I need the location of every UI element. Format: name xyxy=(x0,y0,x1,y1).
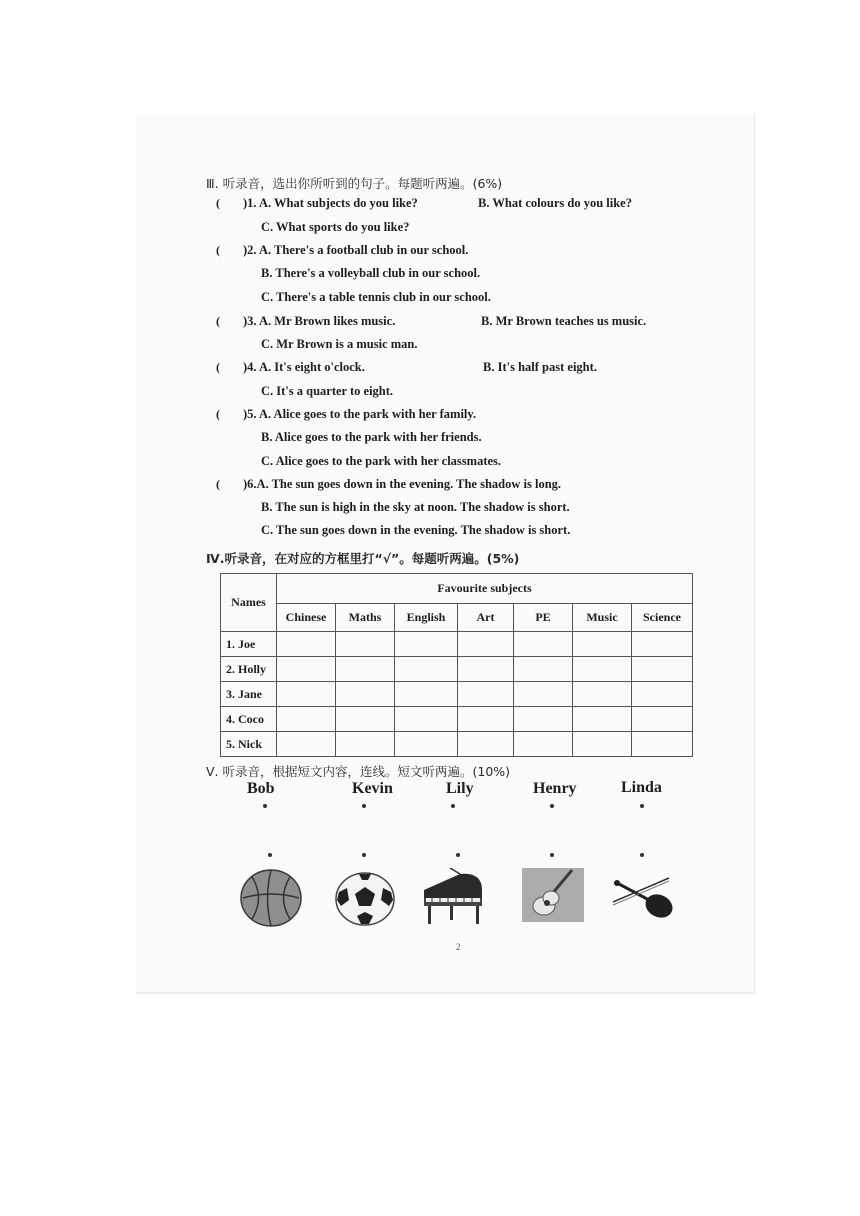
answer-bracket[interactable]: ( xyxy=(216,407,220,421)
check-cell[interactable] xyxy=(336,707,395,732)
check-cell[interactable] xyxy=(277,657,336,682)
option-a: )5. A. Alice goes to the park with her family. xyxy=(243,407,477,421)
favourite-subjects-table xyxy=(220,573,693,757)
student-name: 4. Coco xyxy=(221,707,277,732)
option-c: C. Mr Brown is a music man. xyxy=(261,337,418,351)
answer-bracket[interactable]: ( xyxy=(216,196,220,210)
subject-header: Art xyxy=(458,604,514,632)
option-c: C. There's a table tennis club in our school. xyxy=(261,290,491,304)
table-row xyxy=(221,682,693,707)
check-cell[interactable] xyxy=(514,707,573,732)
option-a: )6.A. The sun goes down in the evening. The shadow is long. xyxy=(243,477,562,491)
student-name: 1. Joe xyxy=(221,632,277,657)
picture-dot[interactable] xyxy=(640,853,644,857)
picture-dot[interactable] xyxy=(362,853,366,857)
option-c: C. Alice goes to the park with her classmates. xyxy=(261,454,502,468)
check-cell[interactable] xyxy=(395,632,458,657)
answer-bracket[interactable]: ( xyxy=(216,477,220,491)
check-cell[interactable] xyxy=(458,657,514,682)
check-cell[interactable] xyxy=(573,682,632,707)
option-b: B. It's half past eight. xyxy=(483,360,597,374)
check-cell[interactable] xyxy=(514,657,573,682)
guitar-icon xyxy=(522,868,584,922)
check-cell[interactable] xyxy=(514,682,573,707)
check-cell[interactable] xyxy=(277,632,336,657)
check-cell[interactable] xyxy=(514,632,573,657)
football-icon xyxy=(335,872,395,926)
answer-bracket[interactable]: ( xyxy=(216,243,220,257)
answer-bracket[interactable]: ( xyxy=(216,360,220,374)
subject-header: Science xyxy=(632,604,693,632)
check-cell[interactable] xyxy=(458,707,514,732)
table-row xyxy=(221,732,693,757)
name-kevin: Kevin xyxy=(352,780,393,797)
check-cell[interactable] xyxy=(458,732,514,757)
check-cell[interactable] xyxy=(573,732,632,757)
section-5-title: Ⅴ. 听录音，根据短文内容，连线。短文听两遍。(10%) xyxy=(206,764,511,779)
option-a: )4. A. It's eight o'clock. xyxy=(243,360,365,374)
subject-header: Music xyxy=(573,604,632,632)
option-b: B. There's a volleyball club in our school. xyxy=(261,266,481,280)
check-cell[interactable] xyxy=(632,632,693,657)
name-bob: Bob xyxy=(247,780,275,797)
names-header: Names xyxy=(221,574,277,632)
check-cell[interactable] xyxy=(395,657,458,682)
student-name: 2. Holly xyxy=(221,657,277,682)
piano-icon xyxy=(420,868,486,926)
check-cell[interactable] xyxy=(277,707,336,732)
option-c: C. What sports do you like? xyxy=(261,220,410,234)
student-name: 5. Nick xyxy=(221,732,277,757)
option-b: B. Mr Brown teaches us music. xyxy=(481,314,647,328)
check-cell[interactable] xyxy=(336,732,395,757)
option-c: C. It's a quarter to eight. xyxy=(261,384,394,398)
picture-dot[interactable] xyxy=(456,853,460,857)
table-row xyxy=(221,657,693,682)
name-dot[interactable] xyxy=(640,804,644,808)
table-row xyxy=(221,707,693,732)
check-cell[interactable] xyxy=(277,732,336,757)
check-cell[interactable] xyxy=(632,657,693,682)
subject-header: PE xyxy=(514,604,573,632)
check-cell[interactable] xyxy=(395,732,458,757)
section-4-title: Ⅳ.听录音，在对应的方框里打“√”。每题听两遍。(5%) xyxy=(206,551,520,566)
table-row xyxy=(221,632,693,657)
check-cell[interactable] xyxy=(573,632,632,657)
subject-header: Maths xyxy=(336,604,395,632)
check-cell[interactable] xyxy=(514,732,573,757)
page-number: 2 xyxy=(456,942,461,952)
student-name: 3. Jane xyxy=(221,682,277,707)
check-cell[interactable] xyxy=(395,707,458,732)
check-cell[interactable] xyxy=(632,707,693,732)
section-3-title: Ⅲ. 听录音，选出你所听到的句子。每题听两遍。(6%) xyxy=(206,176,503,191)
subject-header: Chinese xyxy=(277,604,336,632)
picture-dot[interactable] xyxy=(550,853,554,857)
name-henry: Henry xyxy=(533,780,577,797)
favourite-subjects-header: Favourite subjects xyxy=(277,574,693,604)
option-b: B. What colours do you like? xyxy=(478,196,632,210)
name-linda: Linda xyxy=(621,779,662,796)
name-dot[interactable] xyxy=(362,804,366,808)
basketball-icon xyxy=(240,868,302,928)
name-dot[interactable] xyxy=(263,804,267,808)
check-cell[interactable] xyxy=(336,682,395,707)
check-cell[interactable] xyxy=(632,732,693,757)
check-cell[interactable] xyxy=(632,682,693,707)
check-cell[interactable] xyxy=(458,682,514,707)
subject-header: English xyxy=(395,604,458,632)
check-cell[interactable] xyxy=(573,657,632,682)
option-c: C. The sun goes down in the evening. The shadow is short. xyxy=(261,523,571,537)
option-a: )3. A. Mr Brown likes music. xyxy=(243,314,396,328)
name-lily: Lily xyxy=(446,780,474,797)
option-a: )1. A. What subjects do you like? xyxy=(243,196,418,210)
check-cell[interactable] xyxy=(458,632,514,657)
check-cell[interactable] xyxy=(277,682,336,707)
option-b: B. Alice goes to the park with her friends. xyxy=(261,430,482,444)
option-a: )2. A. There's a football club in our school. xyxy=(243,243,469,257)
violin-icon xyxy=(607,872,677,922)
check-cell[interactable] xyxy=(336,632,395,657)
check-cell[interactable] xyxy=(573,707,632,732)
option-b: B. The sun is high in the sky at noon. The shadow is short. xyxy=(261,500,570,514)
check-cell[interactable] xyxy=(395,682,458,707)
name-dot[interactable] xyxy=(451,804,455,808)
answer-bracket[interactable]: ( xyxy=(216,314,220,328)
picture-dot[interactable] xyxy=(268,853,272,857)
check-cell[interactable] xyxy=(336,657,395,682)
name-dot[interactable] xyxy=(550,804,554,808)
